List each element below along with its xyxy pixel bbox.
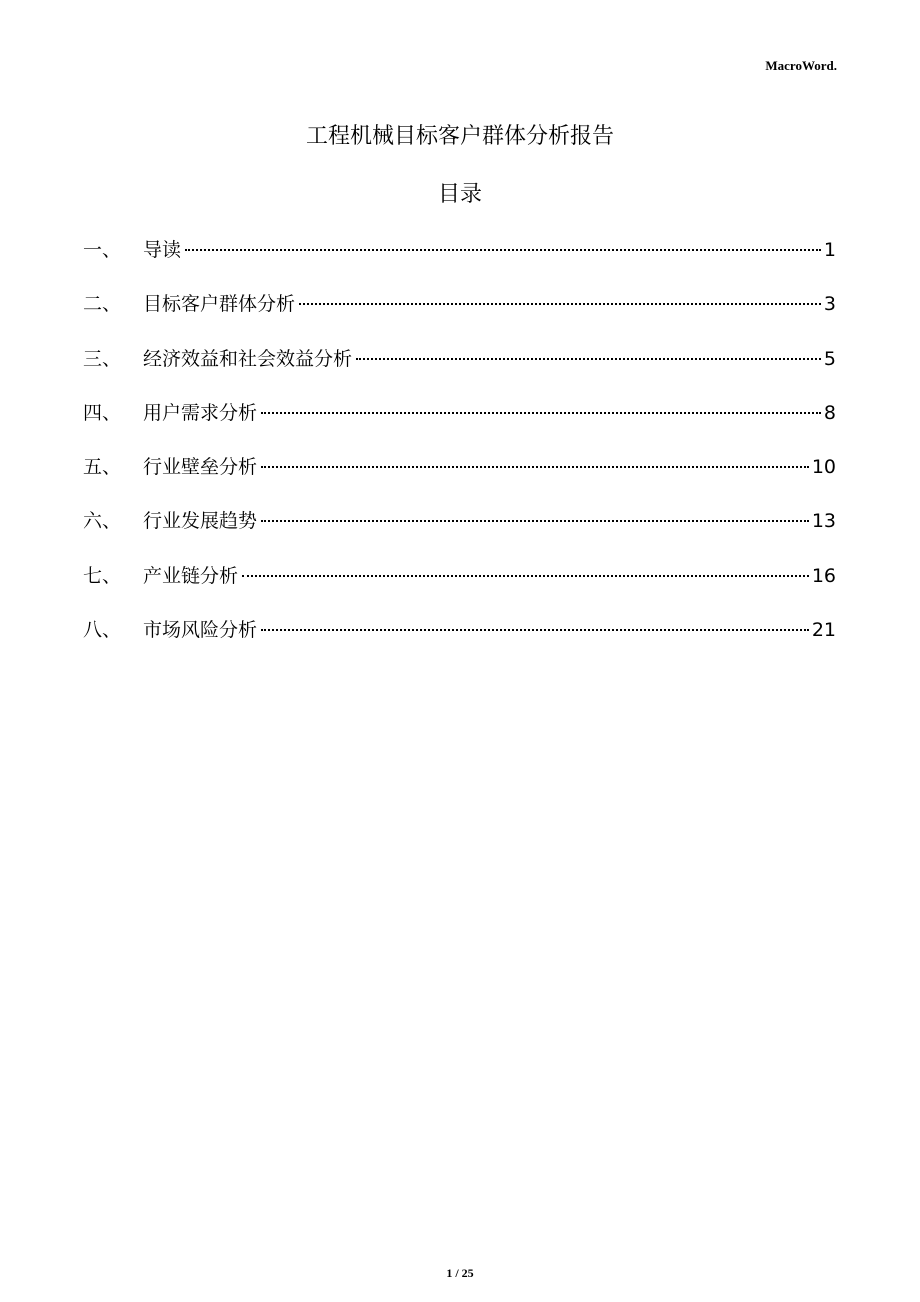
toc-item-page: 13 [811, 510, 836, 533]
toc-item-page: 8 [823, 401, 836, 424]
toc-dot-leader [261, 520, 809, 522]
toc-dot-leader [261, 412, 821, 414]
toc-item-title: 经济效益和社会效益分析 [143, 347, 353, 370]
toc-item-title: 导读 [143, 239, 182, 261]
toc-item-page: 3 [823, 293, 836, 316]
toc-item-number: 六、 [83, 510, 122, 533]
toc-item-title: 产业链分析 [143, 564, 239, 587]
toc-item-number: 七、 [83, 564, 122, 587]
toc-item-number: 一、 [83, 239, 122, 261]
toc-item-number: 八、 [83, 619, 122, 642]
toc-dot-leader [242, 575, 809, 577]
toc-item-6[interactable] [83, 505, 836, 559]
toc-dot-leader [299, 303, 821, 305]
toc-item-number: 三、 [83, 347, 122, 370]
toc-item-1[interactable] [83, 234, 836, 288]
toc-item-title: 行业发展趋势 [143, 510, 258, 533]
toc-item-7[interactable] [83, 560, 836, 614]
toc-item-4[interactable] [83, 397, 836, 451]
toc-item-page: 21 [811, 619, 836, 642]
toc-item-3[interactable] [83, 343, 836, 397]
toc-dot-leader [261, 466, 809, 468]
table-of-contents [83, 234, 836, 668]
toc-dot-leader [185, 249, 821, 251]
toc-item-title: 市场风险分析 [143, 619, 258, 642]
toc-dot-leader [356, 358, 821, 360]
toc-item-page: 10 [811, 456, 836, 479]
toc-item-page: 1 [823, 239, 836, 261]
toc-item-page: 5 [823, 347, 836, 370]
toc-dot-leader [261, 629, 809, 631]
toc-heading: 目录 [437, 182, 482, 207]
toc-item-2[interactable] [83, 288, 836, 342]
toc-item-title: 用户需求分析 [143, 401, 258, 424]
toc-item-page: 16 [811, 564, 836, 587]
toc-item-title: 目标客户群体分析 [143, 293, 296, 316]
toc-item-number: 四、 [83, 401, 122, 424]
toc-item-number: 五、 [83, 456, 122, 479]
header-brand: MacroWord. [765, 58, 837, 73]
toc-item-5[interactable] [83, 451, 836, 505]
page-indicator: 1 / 25 [446, 1266, 474, 1280]
toc-item-8[interactable] [83, 614, 836, 668]
document-title: 工程机械目标客户群体分析报告 [305, 124, 614, 149]
toc-item-number: 二、 [83, 293, 122, 316]
toc-item-title: 行业壁垒分析 [143, 456, 258, 479]
